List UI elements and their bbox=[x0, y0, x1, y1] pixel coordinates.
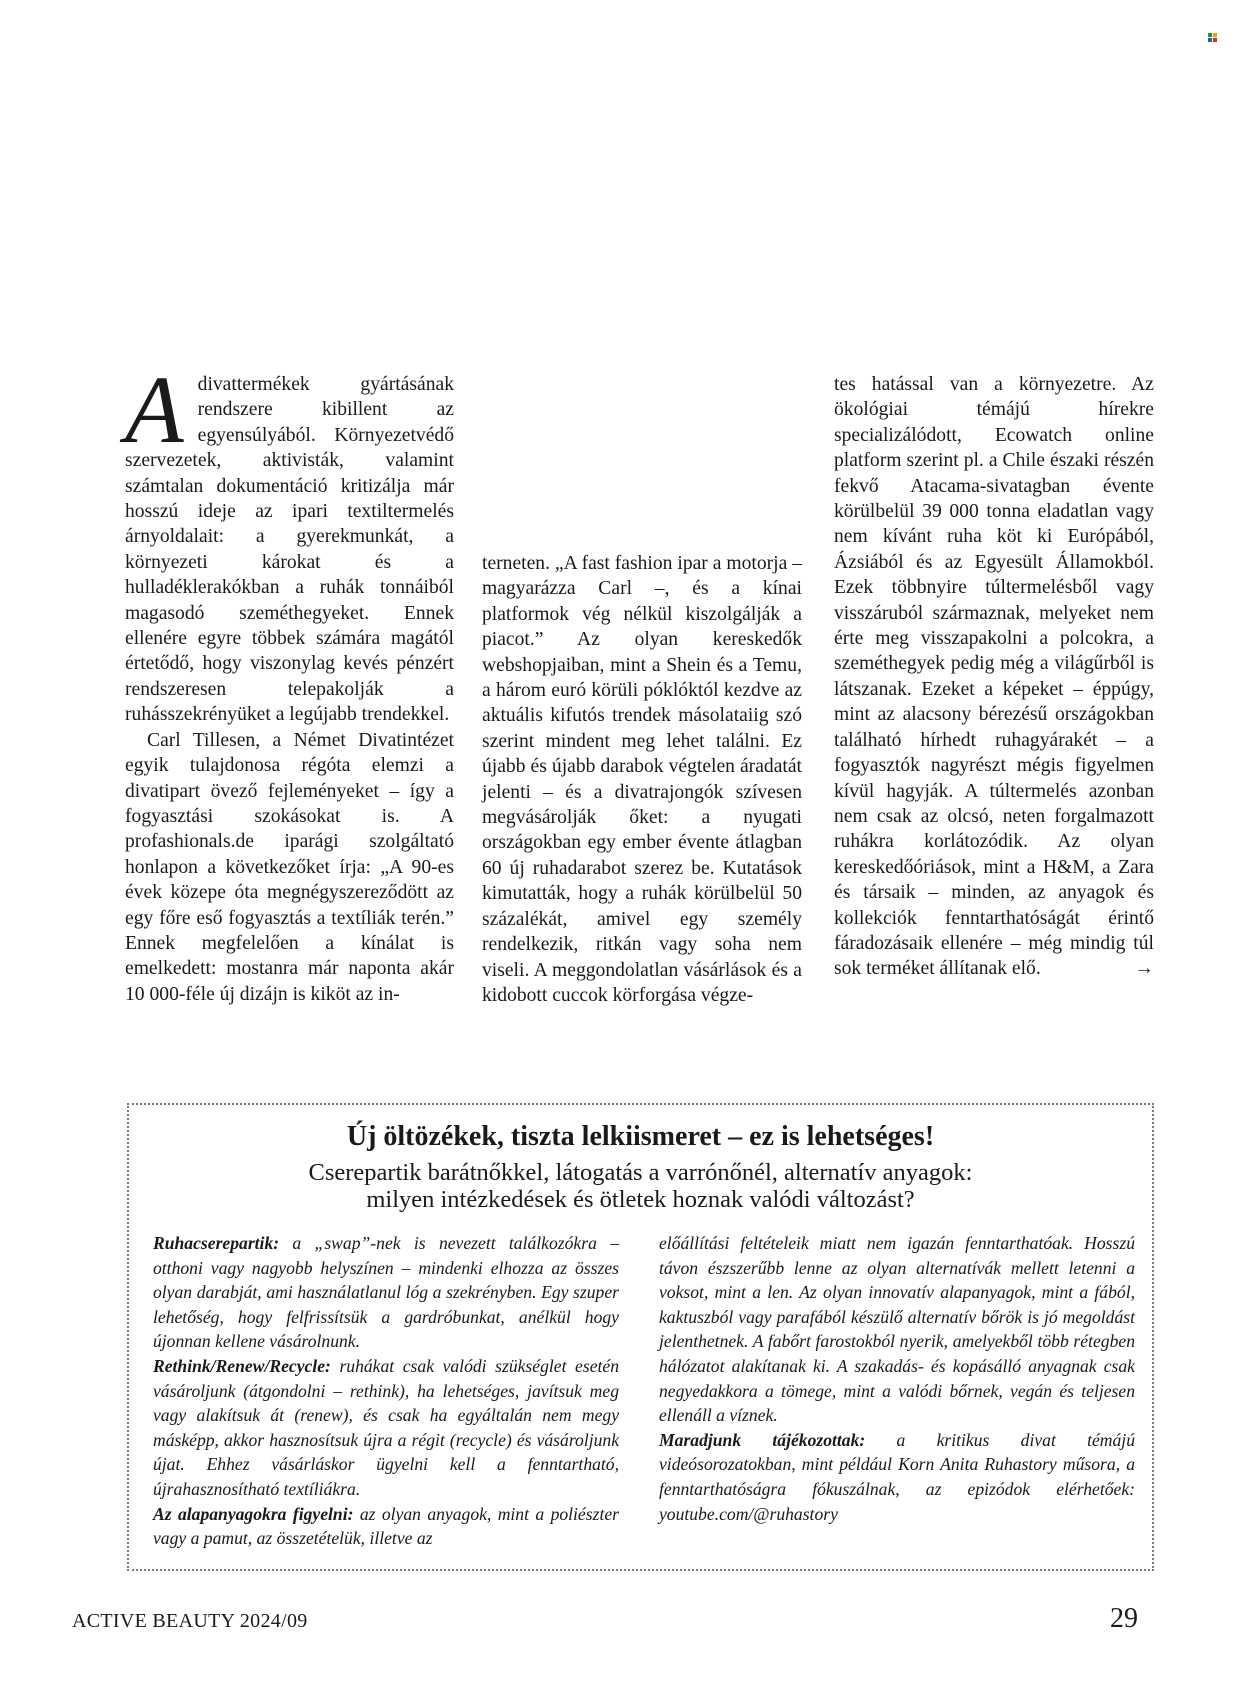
color-mark-icon bbox=[1208, 33, 1217, 42]
page-number: 29 bbox=[1110, 1603, 1138, 1634]
article-body bbox=[0, 356, 1250, 1032]
tip-label: Az alapanyagokra figyelni: bbox=[153, 1503, 354, 1524]
article-paragraph: divattermékek gyártásának rendszere kibillent az egyensúlyából. Környezetvédő szervezetek, aktivisták, valamint számtalan dokumentáció kritizálja már hosszú ideje az ipari textiltermelés árnyoldalait: a gyerekmunkát, a környezeti károkat és a hulladéklerakókban a ruhák tonnáiból magasodó szeméthegyeket. Ennek ellenére egyre többek számára magától értetődő, hogy viszonylag kevés pénzért rendszeresen telepakolják a ruhásszekrényüket a legújabb trendekkel. bbox=[125, 374, 454, 726]
tip-label: Rethink/Renew/Recycle: bbox=[153, 1355, 331, 1376]
box-subtitle-line: Cserepartik barátnőkkel, látogatás a varrónőnél, alternatív anyagok: bbox=[308, 1159, 973, 1186]
article-paragraph: terneten. „A fast fashion ipar a motorja – magyarázza Carl –, és a kínai platformok vég nélkül kiszolgálják a piacot.” Az olyan kereskedők webshopjaiban, mint a Shein és a Temu, a három euró körüli póklóktól kezdve az aktuális kifutós trendek másolataiig szó szerint mindent meg lehet találni. Ez újabb és újabb darabok végtelen áradatát jelenti – és a divatrajongók szívesen megvásárolják őket: a nyugati országokban egy ember évente átlagban 60 új ruhadarabot szerez be. Kutatások kimutatták, hogy a ruhák körülbelül 50 százalékát, amivel egy személy rendelkezik, ritkán vagy soha nem viseli. A meggondolatlan vásárlások és a kidobott cuccok körforgása végze- bbox=[482, 553, 802, 1006]
tip-text: a „swap”-nek is nevezett találkozókra – otthoni vagy nagyobb helyszínen – mindenki elhozza az összes olyan darabját, ami használatlanul lóg a szekrényben. Egy szuper lehetőség, hogy felfrissítsük a gardróbunkat, anélkül hogy újonnan kellene vásárolnunk. bbox=[153, 1233, 619, 1352]
box-column-1 bbox=[153, 1231, 619, 1551]
article-column-1 bbox=[125, 356, 454, 1007]
box-column-2 bbox=[659, 1231, 1135, 1526]
box-subtitle bbox=[129, 1159, 1152, 1213]
tip-swap bbox=[153, 1231, 619, 1354]
drop-cap: A bbox=[125, 356, 184, 463]
article-paragraph: Carl Tillesen, a Német Divatintézet egyik tulajdonosa régóta elemzi a divatipart övező fejleményeket – így a fogyasztási szokásokat is. A profashionals.de iparági szolgáltató honlapon a következőket írja: „A 90-es évek közepe óta megnégyszereződött az egy főre eső fogyasztás a textíliák terén.” Ennek megfelelően a kínálat is emelkedett: mostanra már naponta akár 10 000-féle új dizájn is kiköt az in- bbox=[125, 729, 454, 1005]
article-column-2 bbox=[482, 551, 802, 1008]
tip-informed bbox=[659, 1428, 1135, 1526]
article-paragraph bbox=[834, 372, 1154, 982]
article-text: tes hatással van a környezetre. Az ökológiai témájú hírekre specializálódott, Ecowatch online platform szerint pl. a Chile északi részén fekvő Atacama-sivatagban évente körülbelül 39 000 tonna eladatlan vagy nem kívánt ruha köt ki Európából, Ázsiából és az Egyesült Államokból. Ezek többnyire túltermelésből vagy visszáruból származnak, melyeket nem érte meg visszapakolni a polcokra, a szeméthegyek pedig még a világűrből is látszanak. Ezeket a képeket – éppúgy, mint az alacsony bérezésű országokban található hírhedt ruhagyárakét – a fogyasztók nagyrészt mégis figyelmen kívül hagyják. A túltermelés azonban nem csak az olcsó, neten forgalmazott ruhákra korlátozódik. Az olyan kereskedőóriások, mint a H&M, a Zara és társaik – minden, az anyagok és kollekciók fenntarthatóságát érintő fáradozásaik ellenére – még mindig túl sok terméket állítanak elő. bbox=[834, 374, 1154, 980]
tip-rethink bbox=[153, 1354, 619, 1502]
box-title: Új öltözékek, tiszta lelkiismeret – ez is lehetséges! bbox=[346, 1121, 935, 1152]
tip-text: ruhákat csak valódi szükséglet esetén vásároljunk (átgondolni – rethink), ha lehetséges, javítsuk meg vagy alakítsuk át (renew), és csak ha egyáltalán nem megy másképp, akkor hasznosítsuk újra a régit (recycle) és vásároljunk újat. Ehhez vásárláskor ügyelni kell a fenntartható, újrahasznosítható textíliákra. bbox=[153, 1355, 619, 1499]
tip-text: a kritikus divat témájú videósorozatokban, mint például Korn Anita Ruhastory műsora, a fenntarthatóságra fókuszálnak, az epizódok elérhetőek: youtube.com/@ruhastory bbox=[659, 1429, 1135, 1524]
tip-text: előállítási feltételeik miatt nem igazán fenntarthatóak. Hosszú távon észszerűbb lenne az olyan alternatívák mellett letenni a voksot, mint a len. Az olyan innovatív alapanyagok, mint a fából, kaktuszból vagy parafából készülő alternatív bőrök is jó megoldást jelenthetnek. A fabőrt farostokból nyerik, amelyekből több rétegben hálózatot alakítanak ki. A szakadás- és kopásálló anyagnak csak negyedakkora a tömege, mint a valódi bőrnek, vegán és teljesen ellenáll a víznek. bbox=[659, 1233, 1135, 1426]
tip-label: Maradjunk tájékozottak: bbox=[659, 1429, 866, 1450]
continue-arrow-icon: → bbox=[1134, 958, 1154, 980]
tip-materials bbox=[153, 1502, 619, 1551]
tip-label: Ruhacserepartik: bbox=[153, 1233, 280, 1253]
article-column-3 bbox=[834, 372, 1154, 982]
tip-text: az olyan anyagok, mint a poliészter vagy a pamut, az összetételük, illetve az bbox=[153, 1503, 619, 1549]
tip-materials-continued bbox=[659, 1231, 1135, 1428]
magazine-issue: ACTIVE BEAUTY 2024/09 bbox=[72, 1610, 308, 1632]
tips-box bbox=[127, 1103, 1154, 1571]
box-subtitle-line: milyen intézkedések és ötletek hoznak valódi változást? bbox=[366, 1186, 915, 1213]
